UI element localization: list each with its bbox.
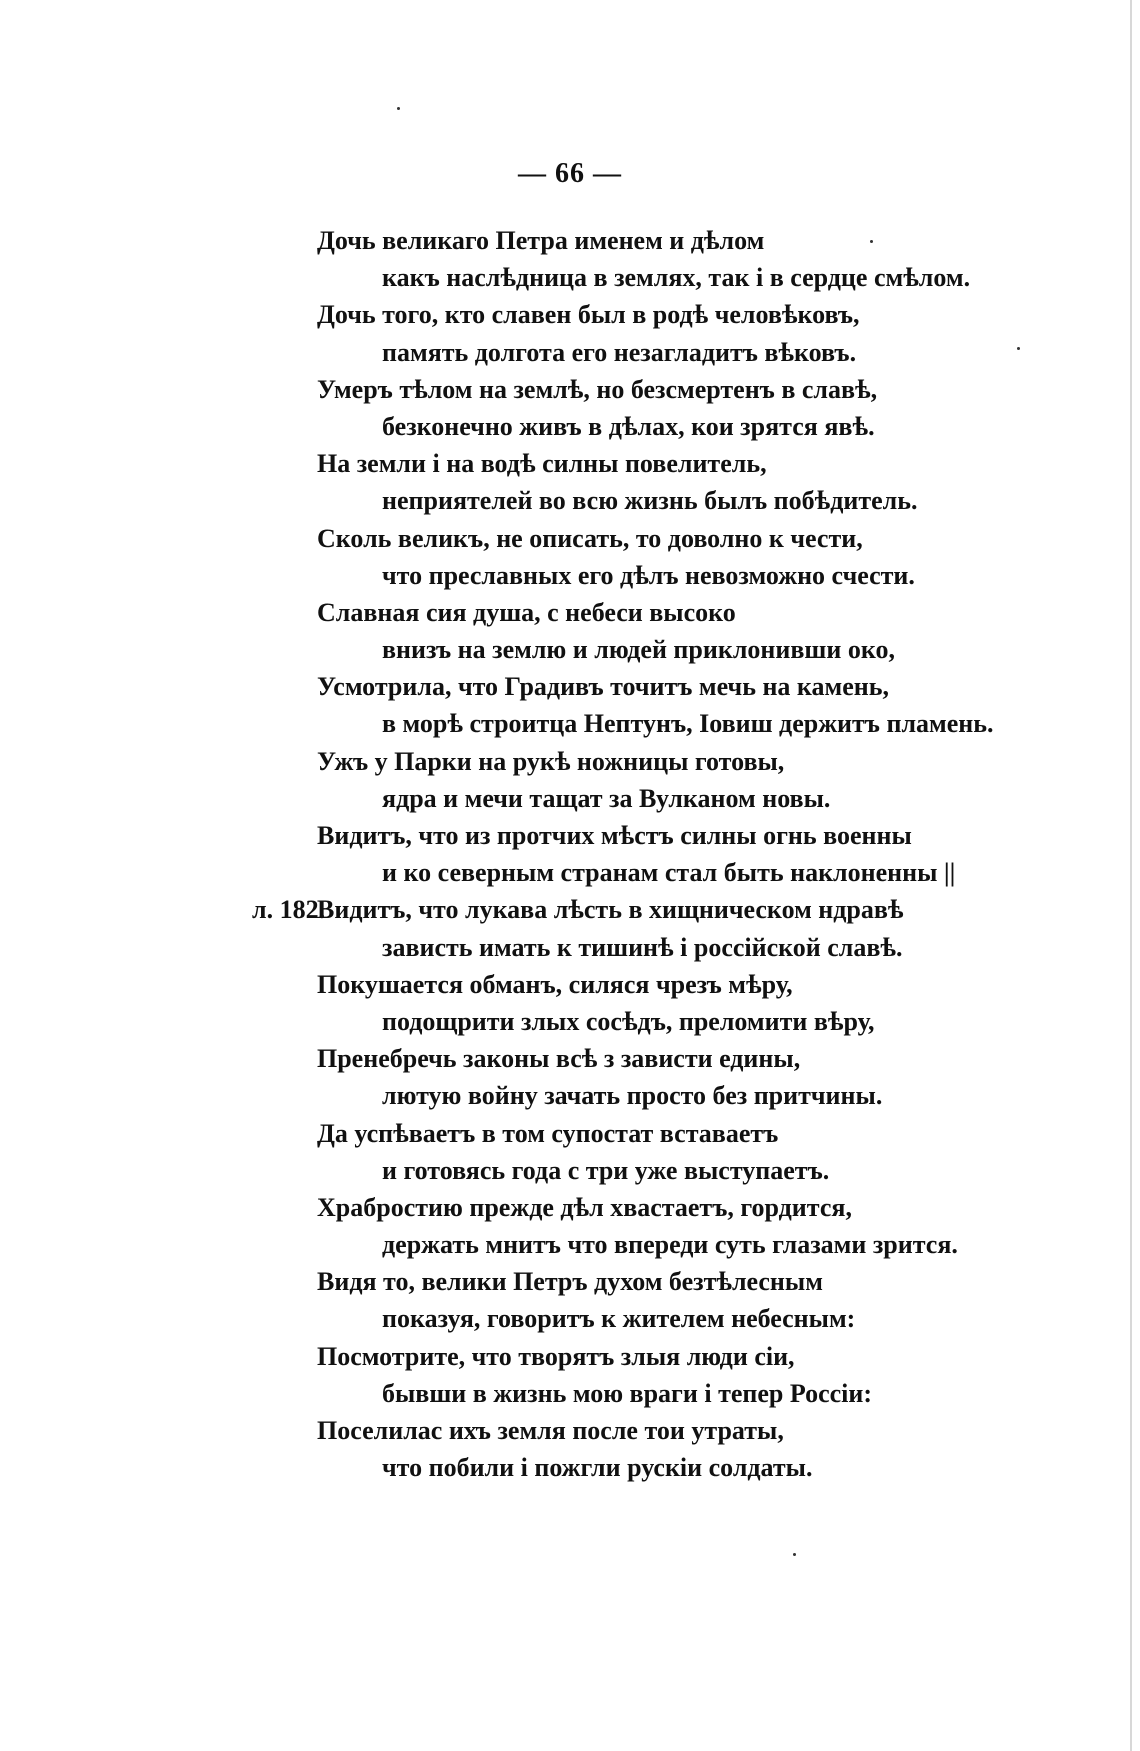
scan-speck — [397, 107, 400, 110]
poem-line: показуя, говоритъ к жителем небесным: — [382, 1304, 856, 1334]
poem-line: безконечно живъ в дѣлах, кои зрятся явѣ. — [382, 411, 875, 441]
poem-line: Поселилас ихъ земля после тои утраты, — [317, 1416, 784, 1445]
poem-line: Умеръ тѣлом на землѣ, но безсмертенъ в славѣ, — [317, 374, 878, 404]
poem-line: неприятелей во всю жизнь былъ побѣдитель. — [382, 486, 918, 516]
poem-line: держать мнитъ что впереди суть глазами зрится. — [382, 1230, 958, 1260]
poem-line: Покушается обманъ, силяся чрезъ мѣру, — [317, 969, 793, 999]
poem-line: бывши в жизнь мою враги і тепер Россіи: — [382, 1378, 873, 1408]
poem-line: какъ наслѣдница в землях, так і в сердце смѣлом. — [382, 263, 971, 293]
scan-speck — [793, 1553, 796, 1556]
poem-line: Сколь великъ, не описать, то доволно к чести, — [317, 523, 863, 553]
poem-line: лютую войну зачать просто без притчины. — [382, 1081, 883, 1111]
poem-line: и готовясь года с три уже выступаетъ. — [382, 1155, 830, 1185]
scan-speck — [1017, 347, 1020, 350]
poem-line: Усмотрила, что Градивъ точитъ мечь на камень, — [317, 672, 889, 702]
poem-line: в морѣ строитца Нептунъ, Іовиш держитъ пламень. — [382, 709, 994, 739]
folio-marker: л. 182. — [252, 895, 326, 925]
poem-line: Славная сия душа, с небеси высоко — [317, 597, 736, 627]
poem-line-with-folio — [0, 891, 1140, 928]
poem-line: Храбростию прежде дѣл хвастаетъ, гордится, — [317, 1192, 852, 1222]
poem-line: Видитъ, что лукава лѣсть в хищническом ндравѣ — [317, 895, 904, 925]
page-number: — 66 — — [518, 158, 622, 189]
poem-line: Пренебречь законы всѣ з зависти едины, — [317, 1044, 801, 1074]
poem-line: подощрити злых сосѣдъ, преломити вѣру, — [382, 1006, 875, 1036]
poem-line: память долгота его незагладитъ вѣковъ. — [382, 337, 857, 367]
poem-line: Посмотрите, что творятъ злыя люди сіи, — [317, 1341, 795, 1371]
poem-line: ядра и мечи тащат за Вулканом новы. — [382, 783, 831, 813]
poem-line: Дочь того, кто славен был в родѣ человѣковъ, — [317, 300, 860, 330]
poem-line: Ужъ у Парки на рукѣ ножницы готовы, — [317, 746, 785, 776]
poem-line: зависть имать к тишинѣ і россійской славѣ. — [382, 932, 903, 962]
poem-line: что преславных его дѣлъ невозможно счести. — [382, 560, 915, 590]
scan-speck — [870, 240, 873, 243]
poem-line: Видя то, велики Петръ духом безтѣлесным — [317, 1267, 823, 1297]
poem-line: На земли і на водѣ силны повелитель, — [317, 449, 767, 479]
poem-line: внизъ на землю и людей приклонивши око, — [382, 635, 895, 665]
poem-line: что побили і пожгли рускіи солдаты. — [382, 1453, 813, 1483]
poem-text — [0, 222, 1140, 1486]
poem-line: Видитъ, что из протчих мѣстъ силны огнь военны — [317, 821, 912, 850]
poem-line: Дочь великаго Петра именем и дѣлом — [317, 226, 765, 255]
poem-line: и ко северным странам стал быть наклоненны || — [382, 858, 956, 888]
poem-line: Да успѣваетъ в том супостат вставаетъ — [317, 1118, 779, 1148]
